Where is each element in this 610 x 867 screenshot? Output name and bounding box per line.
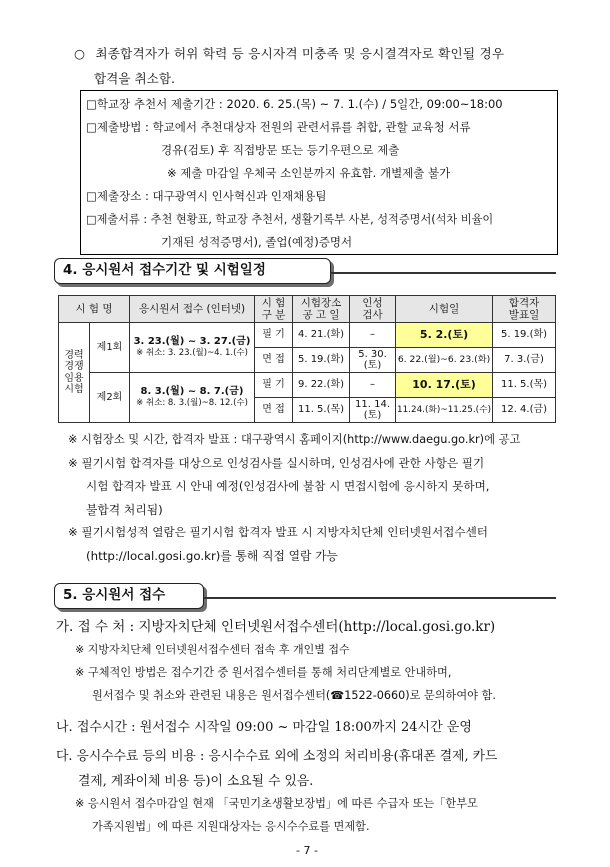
page-number: - 7 -	[296, 844, 318, 857]
r2-interview-exam: 11.24.(화)~11.25.(수)	[396, 398, 493, 423]
section-5-heading: 5. 응시원서 접수	[54, 583, 204, 609]
r1-written-exam: 5. 2.(토)	[396, 323, 493, 348]
notice-documents: □제출서류 : 추천 현황표, 학교장 추천서, 생활기록부 사본, 성적증명서(석차 비율이	[86, 213, 494, 226]
r1-interview-result: 7. 3.(금)	[493, 348, 556, 373]
note-venue-announce: ※ 시험장소 및 시간, 합격자 발표 : 대구광역시 홈페이지(http://www.daegu.go.kr)에 공고	[68, 433, 521, 446]
r1-interview-exam: 6. 22.(월)~6. 23.(화)	[396, 348, 493, 373]
table-row	[59, 323, 556, 348]
note-score-view-cont: (http://local.gosi.go.kr)를 통해 직접 열람 가능	[86, 549, 338, 563]
notice-method-cont: 경유(검토) 후 직접방문 또는 등기우편으로 제출	[161, 143, 400, 157]
ga-note-1: ※ 지방자치단체 인터넷원서접수센터 접속 후 개인별 접수	[75, 643, 350, 656]
intro-bullet: ○	[74, 46, 86, 61]
da-note-1: ※ 응시원서 접수마감일 현재 「국민기초생활보장법」에 따른 수급자 또는「한부모	[75, 797, 478, 810]
round-2-cancel: ※ 취소: 8. 3.(월)~8. 12.(수)	[136, 398, 248, 409]
th-application: 응시원서 접수 (인터넷)	[130, 296, 255, 323]
r2-written-type: 필 기	[255, 373, 293, 398]
round-1-name: 제1회	[90, 323, 130, 373]
notice-period: □학교장 추천서 제출기간 : 2020. 6. 25.(목) ~ 7. 1.(수) / 5일간, 09:00~18:00	[86, 97, 503, 111]
table-header-row	[59, 296, 556, 323]
r2-interview-personality: 11. 14.(토)	[350, 398, 396, 423]
round-2-period: 8. 3.(월) ~ 8. 7.(금)	[140, 385, 244, 397]
r1-written-result: 5. 19.(화)	[493, 323, 556, 348]
note-personality: ※ 필기시험 합격자를 대상으로 인성검사를 실시하며, 인성검사에 관한 사항은 필기	[68, 456, 485, 470]
r1-written-type: 필 기	[255, 323, 293, 348]
r2-written-announce: 9. 22.(화)	[293, 373, 350, 398]
note-personality-cont-1: 시험 합격자 발표 시 안내 예정(인성검사에 불참 시 면접시험에 응시하지 못하며,	[86, 479, 490, 493]
round-1-period-cell	[130, 323, 255, 373]
r2-interview-announce: 11. 5.(목)	[293, 398, 350, 423]
table-row	[59, 373, 556, 398]
round-2-name: 제2회	[90, 373, 130, 423]
ga-note-2: ※ 구체적인 방법은 접수기간 중 원서접수센터를 통해 처리단계별로 안내하며,	[75, 666, 452, 679]
ga-reception: 가. 접 수 처 : 지방자치단체 인터넷원서접수센터(http://local.gosi.go.kr)	[56, 619, 496, 635]
note-personality-cont-2: 불합격 처리됨)	[86, 503, 163, 517]
th-venue-announce: 시험장소 공 고 일	[293, 296, 350, 323]
section-5-rule	[204, 597, 556, 599]
notice-place: □제출장소 : 대구광역시 인사혁신과 인재채용팀	[86, 189, 327, 203]
r1-interview-personality: 5. 30.(토)	[350, 348, 396, 373]
r1-interview-type: 면 접	[255, 348, 293, 373]
th-personality: 인성 검사	[350, 296, 396, 323]
r2-written-result: 11. 5.(목)	[493, 373, 556, 398]
submission-notice-box	[80, 90, 558, 255]
r2-written-exam: 10. 17.(토)	[396, 373, 493, 398]
na-reception-time: 나. 접수시간 : 원서접수 시작일 09:00 ~ 마감일 18:00까지 24시간 운영	[56, 720, 472, 735]
th-exam-type: 시 험 구 분	[255, 296, 293, 323]
r2-written-personality: –	[350, 373, 396, 398]
exam-schedule-table	[58, 295, 556, 423]
section-4-rule	[330, 272, 556, 274]
da-note-2: 가족지원법」에 따른 지원대상자는 응시수수료를 면제함.	[92, 820, 370, 833]
intro-line-1	[74, 43, 504, 62]
th-exam-date: 시험일	[396, 296, 493, 323]
th-result-date: 합격자 발표일	[493, 296, 556, 323]
r1-interview-announce: 5. 19.(화)	[293, 348, 350, 373]
da-fee-line-1: 다. 응시수수료 등의 비용 : 응시수수료 외에 소정의 처리비용(휴대폰 결제, 카드	[56, 749, 498, 764]
r2-interview-type: 면 접	[255, 398, 293, 423]
section-4-heading: 4. 응시원서 접수기간 및 시험일정	[54, 258, 331, 284]
r1-written-announce: 4. 21.(화)	[293, 323, 350, 348]
note-score-view: ※ 필기시험성적 열람은 필기시험 합격자 발표 시 지방자치단체 인터넷원서접수센터	[68, 525, 488, 539]
intro-line-2: 합격을 취소함.	[94, 71, 175, 86]
notice-method: □제출방법 : 학교에서 추천대상자 전원의 관련서류를 취합, 관할 교육청 서류	[86, 120, 471, 134]
exam-category: 경력 경쟁 임용 시험	[59, 323, 90, 423]
da-fee-line-2: 결제, 계좌이체 비용 등)이 소요될 수 있음.	[78, 774, 314, 789]
r2-interview-result: 12. 4.(금)	[493, 398, 556, 423]
r1-written-personality: –	[350, 323, 396, 348]
ga-note-3: 원서접수 및 취소와 관련된 내용은 원서접수센터(☎1522-0660)로 문의하여야 함.	[92, 689, 496, 702]
round-2-period-cell	[130, 373, 255, 423]
notice-documents-cont: 기재된 성적증명서), 졸업(예정)증명서	[161, 235, 353, 249]
intro-text-1: 최종합격자가 허위 학력 등 응시자격 미충족 및 응시결격자로 확인될 경우	[95, 46, 505, 61]
th-exam-name: 시 험 명	[59, 296, 130, 323]
round-1-cancel: ※ 취소: 3. 23.(월)~4. 1.(수)	[136, 348, 248, 359]
notice-deadline-note: ※ 제출 마감일 우체국 소인분까지 유효함. 개별제출 불가	[167, 166, 451, 180]
round-1-period: 3. 23.(월) ~ 3. 27.(금)	[133, 335, 251, 347]
